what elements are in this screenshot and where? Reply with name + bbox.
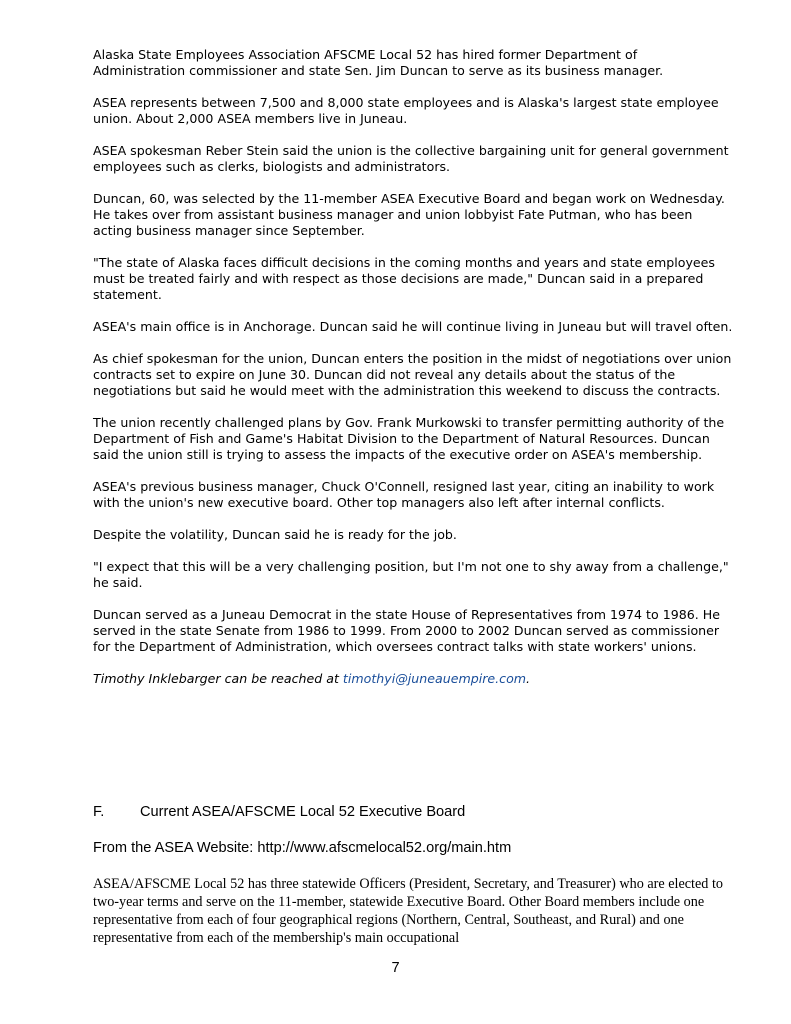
article-paragraph-4: Duncan, 60, was selected by the 11-member ASEA Executive Board and began work on Wednesday. He takes over from assistant business manager and union lobbyist Fate Putman, who has been acting business manager since September.: [93, 191, 725, 238]
article-paragraph-3: ASEA spokesman Reber Stein said the union is the collective bargaining unit for general government employees such as clerks, biologists and administrators.: [93, 143, 729, 174]
article-paragraph-9: ASEA's previous business manager, Chuck O'Connell, resigned last year, citing an inability to work with the union's new executive board. Other top managers also left after internal conflicts.: [93, 479, 715, 510]
section-f: [93, 803, 743, 857]
article-paragraph-5: "The state of Alaska faces difficult decisions in the coming months and years and state employees must be treated fairly and with respect as those decisions are made," Duncan said in a prepared statement.: [93, 255, 715, 302]
section-letter: F.: [93, 804, 105, 820]
article-paragraph-1: Alaska State Employees Association AFSCME Local 52 has hired former Department of Administration commissioner and state Sen. Jim Duncan to serve as its business manager.: [93, 47, 664, 78]
source-line: From the ASEA Website: http://www.afscmelocal52.org/main.htm: [93, 840, 512, 856]
article-paragraph-12: Duncan served as a Juneau Democrat in the state House of Representatives from 1974 to 1986. He served in the state Senate from 1986 to 1999. From 2000 to 2002 Duncan served as commissioner for the Department of Administration, which oversees contract talks with state workers' unions.: [93, 607, 720, 654]
byline-email-link[interactable]: timothyi@juneauempire.com: [342, 671, 527, 686]
article-paragraph-7: As chief spokesman for the union, Duncan enters the position in the midst of negotiations over union contracts set to expire on June 30. Duncan did not reveal any details about the status of the negotiations but said he would meet with the administration this weekend to discuss the contracts.: [93, 351, 732, 398]
page-number: 7: [391, 960, 400, 976]
news-article: [93, 47, 733, 703]
article-paragraph-2: ASEA represents between 7,500 and 8,000 state employees and is Alaska's largest state employee union. About 2,000 ASEA members live in Juneau.: [93, 95, 719, 126]
article-paragraph-10: Despite the volatility, Duncan said he is ready for the job.: [93, 527, 457, 542]
section-heading: [93, 803, 743, 821]
section-title: Current ASEA/AFSCME Local 52 Executive Board: [140, 804, 466, 820]
article-paragraph-6: ASEA's main office is in Anchorage. Duncan said he will continue living in Juneau but will travel often.: [93, 319, 733, 334]
byline-prefix: Timothy Inklebarger can be reached at: [93, 671, 343, 686]
article-byline: [93, 671, 733, 687]
article-paragraph-8: The union recently challenged plans by Gov. Frank Murkowski to transfer permitting authority of the Department of Fish and Game's Habitat Division to the Department of Natural Resources. Duncan said the union still is trying to assess the impacts of the executive order on ASEA's membership.: [93, 415, 725, 462]
article-paragraph-11: "I expect that this will be a very challenging position, but I'm not one to shy away from a challenge," he said.: [93, 559, 729, 590]
byline-suffix: .: [526, 671, 531, 686]
section-body-text: ASEA/AFSCME Local 52 has three statewide Officers (President, Secretary, and Treasurer) who are elected to two-year terms and serve on the 11-member, statewide Executive Board. Other Board members include one representative from each of four geographical regions (Northern, Central, Southeast, and Rural) and one representative from each of the membership's main occupational: [93, 876, 723, 946]
